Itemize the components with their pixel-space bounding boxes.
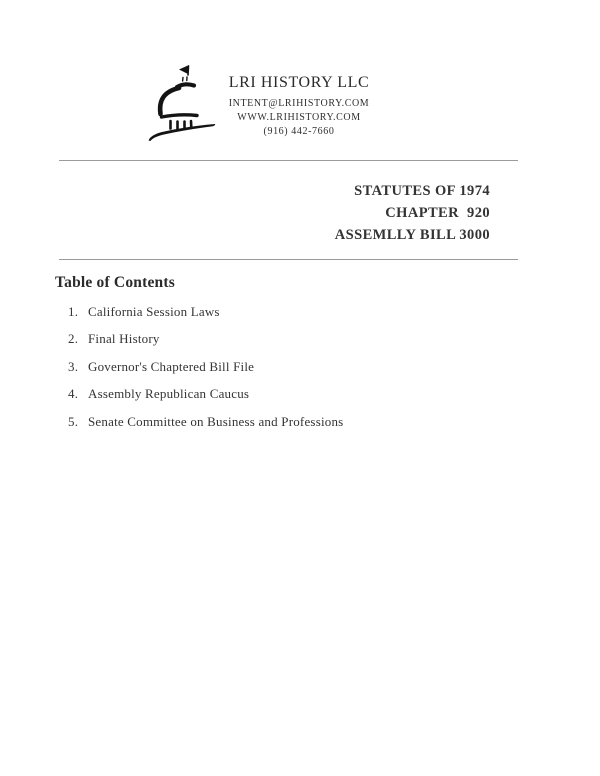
reference-block <box>335 180 490 246</box>
toc-item <box>68 331 488 347</box>
toc-item-number: 4. <box>68 386 79 402</box>
assembly-bill-line: ASSEMLLY BILL 3000 <box>334 227 490 243</box>
divider-top <box>59 160 518 161</box>
toc-title: Table of Contents <box>55 274 175 291</box>
toc-item-number: 1. <box>68 304 79 319</box>
company-website: WWW.LRIHISTORY.COM <box>237 112 361 123</box>
statutes-line: STATUTES OF 1974 <box>354 183 490 199</box>
divider-bottom <box>59 259 518 260</box>
toc-item-label: Governor's Chaptered Bill File <box>88 358 255 374</box>
toc-item-number: 5. <box>68 413 79 429</box>
toc-list <box>68 304 488 441</box>
toc-item-label: Final History <box>88 331 160 347</box>
toc-item <box>68 386 488 402</box>
company-name: LRI HISTORY LLC <box>228 74 370 91</box>
toc-item-number: 3. <box>68 358 79 374</box>
toc-item-label: Senate Committee on Business and Professions <box>88 413 344 429</box>
company-email: INTENT@LRIHISTORY.COM <box>228 98 370 109</box>
chapter-line: CHAPTER 920 <box>385 205 490 221</box>
toc-item-label: Assembly Republican Caucus <box>88 386 250 402</box>
toc-item <box>68 359 488 375</box>
letterhead <box>198 74 400 139</box>
toc-item <box>68 414 488 430</box>
toc-item <box>68 304 488 320</box>
toc-item-label: California Session Laws <box>88 304 220 319</box>
company-phone: (916) 442-7660 <box>263 126 335 137</box>
toc-item-number: 2. <box>68 331 79 347</box>
